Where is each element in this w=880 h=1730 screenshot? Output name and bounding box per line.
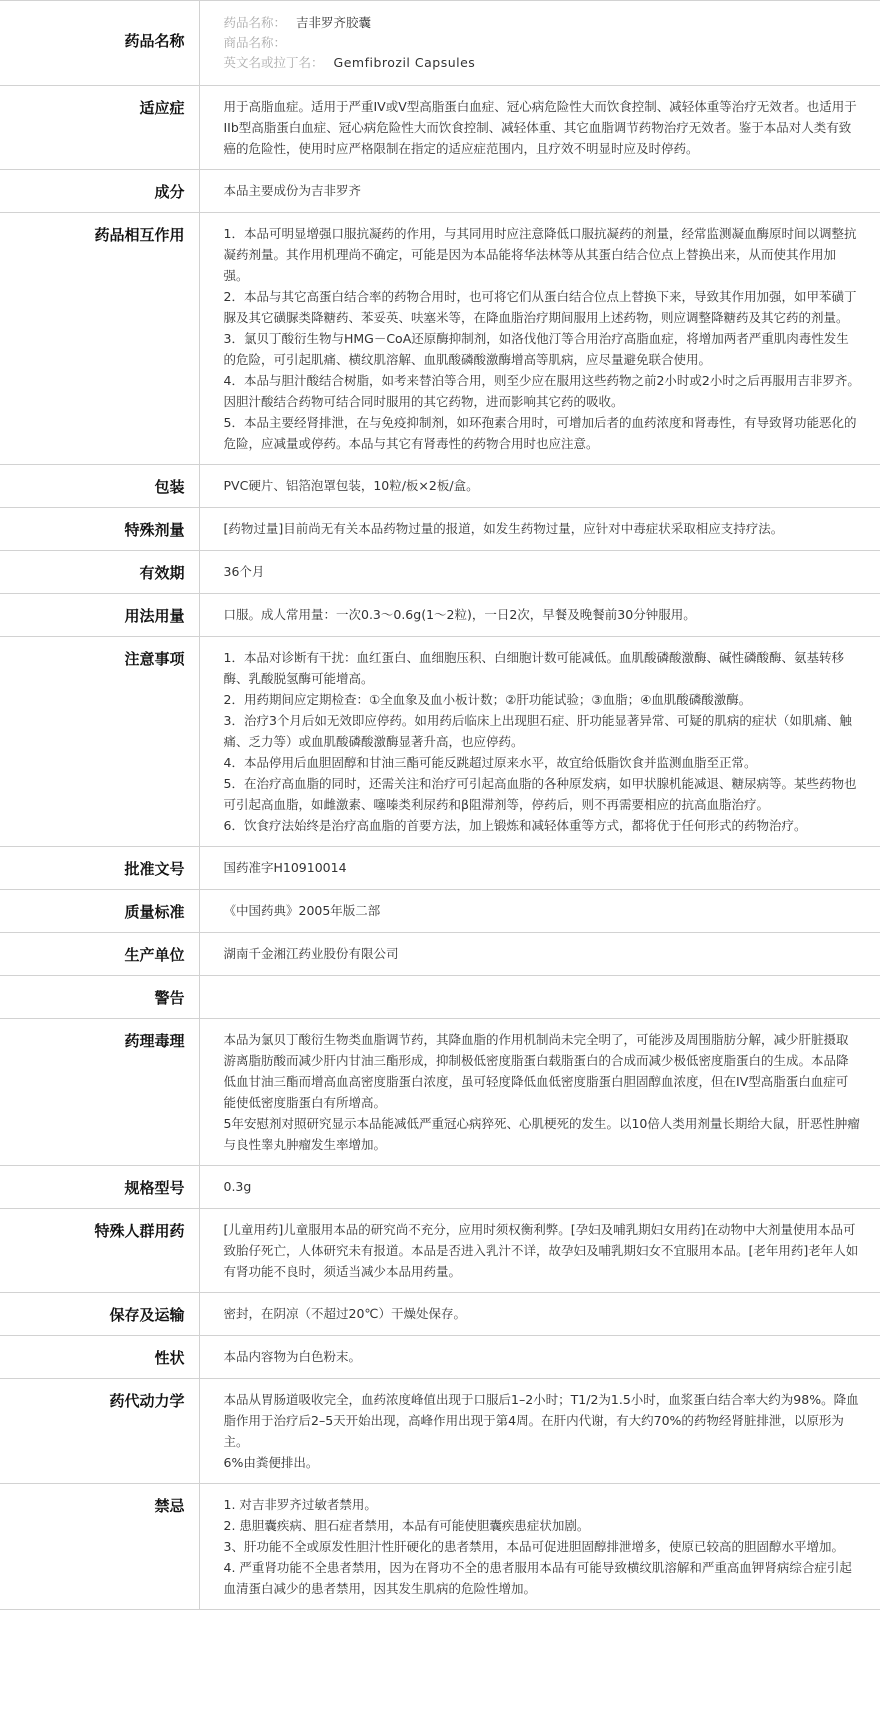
row-paragraph: 湖南千金湘江药业股份有限公司 (223, 946, 399, 961)
row-indications (0, 86, 880, 170)
row-interactions (0, 213, 880, 465)
row-paragraph: 本品从胃肠道吸收完全，血药浓度峰值出现于口服后1–2小时；T1/2为1.5小时，血浆蛋白结合率大约为98%。降血脂作用于治疗后2–5天开始出现，高峰作用出现于第4周。在肝内代谢，有大约70%的药物经肾脏排泄，以原形为主。 (223, 1392, 859, 1449)
row-label: 性状 (0, 1336, 199, 1379)
row-value (199, 847, 880, 890)
row-pharmacology (0, 1019, 880, 1166)
row-value (199, 170, 880, 213)
row-value (199, 508, 880, 551)
row-contraindications (0, 1484, 880, 1610)
row-special-groups (0, 1209, 880, 1293)
row-value (199, 551, 880, 594)
row-precautions (0, 637, 880, 847)
row-paragraph: 国药准字H10910014 (223, 860, 347, 875)
row-paragraph: 本品主要成份为吉非罗齐 (223, 183, 362, 198)
row-manufacturer (0, 933, 880, 976)
row-label: 成分 (0, 170, 199, 213)
row-warning (0, 976, 880, 1019)
row-label: 药品相互作用 (0, 213, 199, 465)
row-value (199, 465, 880, 508)
trade-name-key: 商品名称： (223, 35, 287, 50)
row-paragraph: PVC硬片、铝箔泡罩包装，10粒/板×2板/盒。 (223, 478, 479, 493)
row-standard (0, 890, 880, 933)
row-paragraph: 6．饮食疗法始终是治疗高血脂的首要方法，加上锻炼和减轻体重等方式，都将优于任何形式的药物治疗。 (223, 818, 807, 833)
row-label: 用法用量 (0, 594, 199, 637)
row-paragraph: 3．治疗3个月后如无效即应停药。如用药后临床上出现胆石症、肝功能显著异常、可疑的肌病的症状（如肌痛、触痛、乏力等）或血肌酸磷酸激酶显著升高，也应停药。 (223, 713, 852, 749)
row-paragraph: [药物过量]目前尚无有关本品药物过量的报道，如发生药物过量，应针对中毒症状采取相应支持疗法。 (223, 521, 784, 536)
row-value (199, 1336, 880, 1379)
row-paragraph: 5．本品主要经肾排泄，在与免疫抑制剂，如环孢素合用时，可增加后者的血药浓度和肾毒性，有导致肾功能恶化的危险，应减量或停药。本品与其它有肾毒性的药物合用时也应注意。 (223, 415, 857, 451)
row-value (199, 976, 880, 1019)
row-paragraph: 1．本品可明显增强口服抗凝药的作用，与其同用时应注意降低口服抗凝药的剂量，经常监测凝血酶原时间以调整抗凝药剂量。其作用机理尚不确定，可能是因为本品能将华法林等从其蛋白结合位点上替换出来，从而使其作用加强。 (223, 226, 857, 283)
row-label: 注意事项 (0, 637, 199, 847)
row-label: 禁忌 (0, 1484, 199, 1610)
row-label: 批准文号 (0, 847, 199, 890)
row-paragraph: 0.3g (223, 1179, 252, 1194)
row-value (199, 637, 880, 847)
row-label: 适应症 (0, 86, 199, 170)
row-label: 药品名称 (0, 1, 199, 86)
row-paragraph: 本品为氯贝丁酸衍生物类血脂调节药，其降血脂的作用机制尚未完全明了，可能涉及周围脂肪分解，减少肝脏摄取游离脂肪酸而减少肝内甘油三酯形成，抑制极低密度脂蛋白载脂蛋白的合成而减少极低密度脂蛋白的生成。本品降低血甘油三酯而增高血高密度脂蛋白浓度，虽可轻度降低血低密度脂蛋白胆固醇血浓度，但在IV型高脂蛋白血症可能使低密度脂蛋白有所增高。 (223, 1032, 849, 1110)
row-special-dosage (0, 508, 880, 551)
row-paragraph: 6%由粪便排出。 (223, 1455, 319, 1470)
row-label: 特殊剂量 (0, 508, 199, 551)
row-value (199, 1293, 880, 1336)
row-paragraph: [儿童用药]儿童服用本品的研究尚不充分，应用时须权衡利弊。[孕妇及哺乳期妇女用药]在动物中大剂量使用本品可致胎仔死亡，人体研究未有报道。本品是否进入乳汁不详，故孕妇及哺乳期妇女不宜服用本品。[老年用药]老年人如有肾功能不良时，须适当减少本品用药量。 (223, 1222, 859, 1279)
row-value (199, 1166, 880, 1209)
row-label: 生产单位 (0, 933, 199, 976)
row-paragraph: 4．本品与胆汁酸结合树脂，如考来替泊等合用，则至少应在服用这些药物之前2小时或2小时之后再服用吉非罗齐。因胆汁酸结合药物可结合同时服用的其它药物，进而影响其它药的吸收。 (223, 373, 860, 409)
row-paragraph: 3、肝功能不全或原发性胆汁性肝硬化的患者禁用，本品可促进胆固醇排泄增多，使原已较高的胆固醇水平增加。 (223, 1539, 844, 1554)
row-paragraph: 2．用药期间应定期检查：①全血象及血小板计数；②肝功能试验；③血脂；④血肌酸磷酸激酶。 (223, 692, 752, 707)
row-paragraph: 1. 对吉非罗齐过敏者禁用。 (223, 1497, 377, 1512)
row-value (199, 1484, 880, 1610)
row-paragraph: 2. 患胆囊疾病、胆石症者禁用，本品有可能使胆囊疾患症状加剧。 (223, 1518, 590, 1533)
english-name-key: 英文名或拉丁名： (223, 55, 324, 70)
row-label: 药理毒理 (0, 1019, 199, 1166)
row-label: 药代动力学 (0, 1379, 199, 1484)
row-paragraph: 4．本品停用后血胆固醇和甘油三酯可能反跳超过原来水平，故宜给低脂饮食并监测血脂至正常。 (223, 755, 757, 770)
row-label: 保存及运输 (0, 1293, 199, 1336)
row-validity (0, 551, 880, 594)
row-paragraph: 5．在治疗高血脂的同时，还需关注和治疗可引起高血脂的各种原发病，如甲状腺机能减退、糖尿病等。某些药物也可引起高血脂，如雌激素、噻嗪类利尿药和β阻滞剂等，停药后，则不再需要相应的抗高血脂治疗。 (223, 776, 857, 812)
row-paragraph: 本品内容物为白色粉末。 (223, 1349, 362, 1364)
row-value (199, 1019, 880, 1166)
row-paragraph: 口服。成人常用量：一次0.3～0.6g(1～2粒)，一日2次，早餐及晚餐前30分钟服用。 (223, 607, 696, 622)
row-pharmacokinetics (0, 1379, 880, 1484)
generic-name-value: 吉非罗齐胶囊 (296, 15, 372, 30)
row-properties (0, 1336, 880, 1379)
row-paragraph: 36个月 (223, 564, 265, 579)
row-value (199, 213, 880, 465)
row-paragraph: 5年安慰剂对照研究显示本品能减低严重冠心病猝死、心肌梗死的发生。以10倍人类用剂量长期给大鼠，肝恶性肿瘤与良性睾丸肿瘤发生率增加。 (223, 1116, 860, 1152)
row-paragraph: 《中国药典》2005年版二部 (223, 903, 381, 918)
row-paragraph: 4. 严重肾功能不全患者禁用，因为在肾功不全的患者服用本品有可能导致横纹肌溶解和严重高血钾肾病综合症引起血清蛋白减少的患者禁用，因其发生肌病的危险性增加。 (223, 1560, 852, 1596)
row-label: 包装 (0, 465, 199, 508)
row-paragraph: 2．本品与其它高蛋白结合率的药物合用时，也可将它们从蛋白结合位点上替换下来，导致其作用加强，如甲苯磺丁脲及其它磺脲类降糖药、苯妥英、呋塞米等，在降血脂治疗期间服用上述药物，则应调整降糖药及其它药的剂量。 (223, 289, 857, 325)
row-value (199, 86, 880, 170)
row-value (199, 1379, 880, 1484)
row-paragraph: 3．氯贝丁酸衍生物与HMG－CoA还原酶抑制剂，如洛伐他汀等合用治疗高脂血症，将增加两者严重肌肉毒性发生的危险，可引起肌痛、横纹肌溶解、血肌酸磷酸激酶增高等肌病，应尽量避免联合使用。 (223, 331, 849, 367)
row-value (199, 933, 880, 976)
row-storage (0, 1293, 880, 1336)
row-value (199, 890, 880, 933)
row-drug-name (0, 1, 880, 86)
english-name-value: Gemfibrozil Capsules (333, 55, 476, 70)
row-paragraph: 用于高脂血症。适用于严重IV或V型高脂蛋白血症、冠心病危险性大而饮食控制、减轻体重等治疗无效者。也适用于IIb型高脂蛋白血症、冠心病危险性大而饮食控制、减轻体重、其它血脂调节药物治疗无效者。鉴于本品对人类有致癌的危险性，使用时应严格限制在指定的适应症范围内，且疗效不明显时应及时停药。 (223, 99, 857, 156)
row-label: 警告 (0, 976, 199, 1019)
row-packaging (0, 465, 880, 508)
trade-name-line (224, 33, 861, 53)
generic-name-key: 药品名称： (223, 15, 287, 30)
row-approval (0, 847, 880, 890)
generic-name-line (224, 13, 861, 33)
row-label: 规格型号 (0, 1166, 199, 1209)
row-usage (0, 594, 880, 637)
row-spec (0, 1166, 880, 1209)
row-label: 有效期 (0, 551, 199, 594)
row-value (199, 594, 880, 637)
row-paragraph (224, 986, 861, 1007)
row-paragraph: 1．本品对诊断有干扰：血红蛋白、血细胞压积、白细胞计数可能减低。血肌酸磷酸激酶、碱性磷酸酶、氨基转移酶、乳酸脱氢酶可能增高。 (223, 650, 844, 686)
row-label: 特殊人群用药 (0, 1209, 199, 1293)
english-name-line (224, 53, 861, 73)
row-ingredients (0, 170, 880, 213)
row-paragraph: 密封，在阴凉（不超过20℃）干燥处保存。 (223, 1306, 466, 1321)
row-value (199, 1209, 880, 1293)
row-label: 质量标准 (0, 890, 199, 933)
drug-name-values (199, 1, 880, 86)
